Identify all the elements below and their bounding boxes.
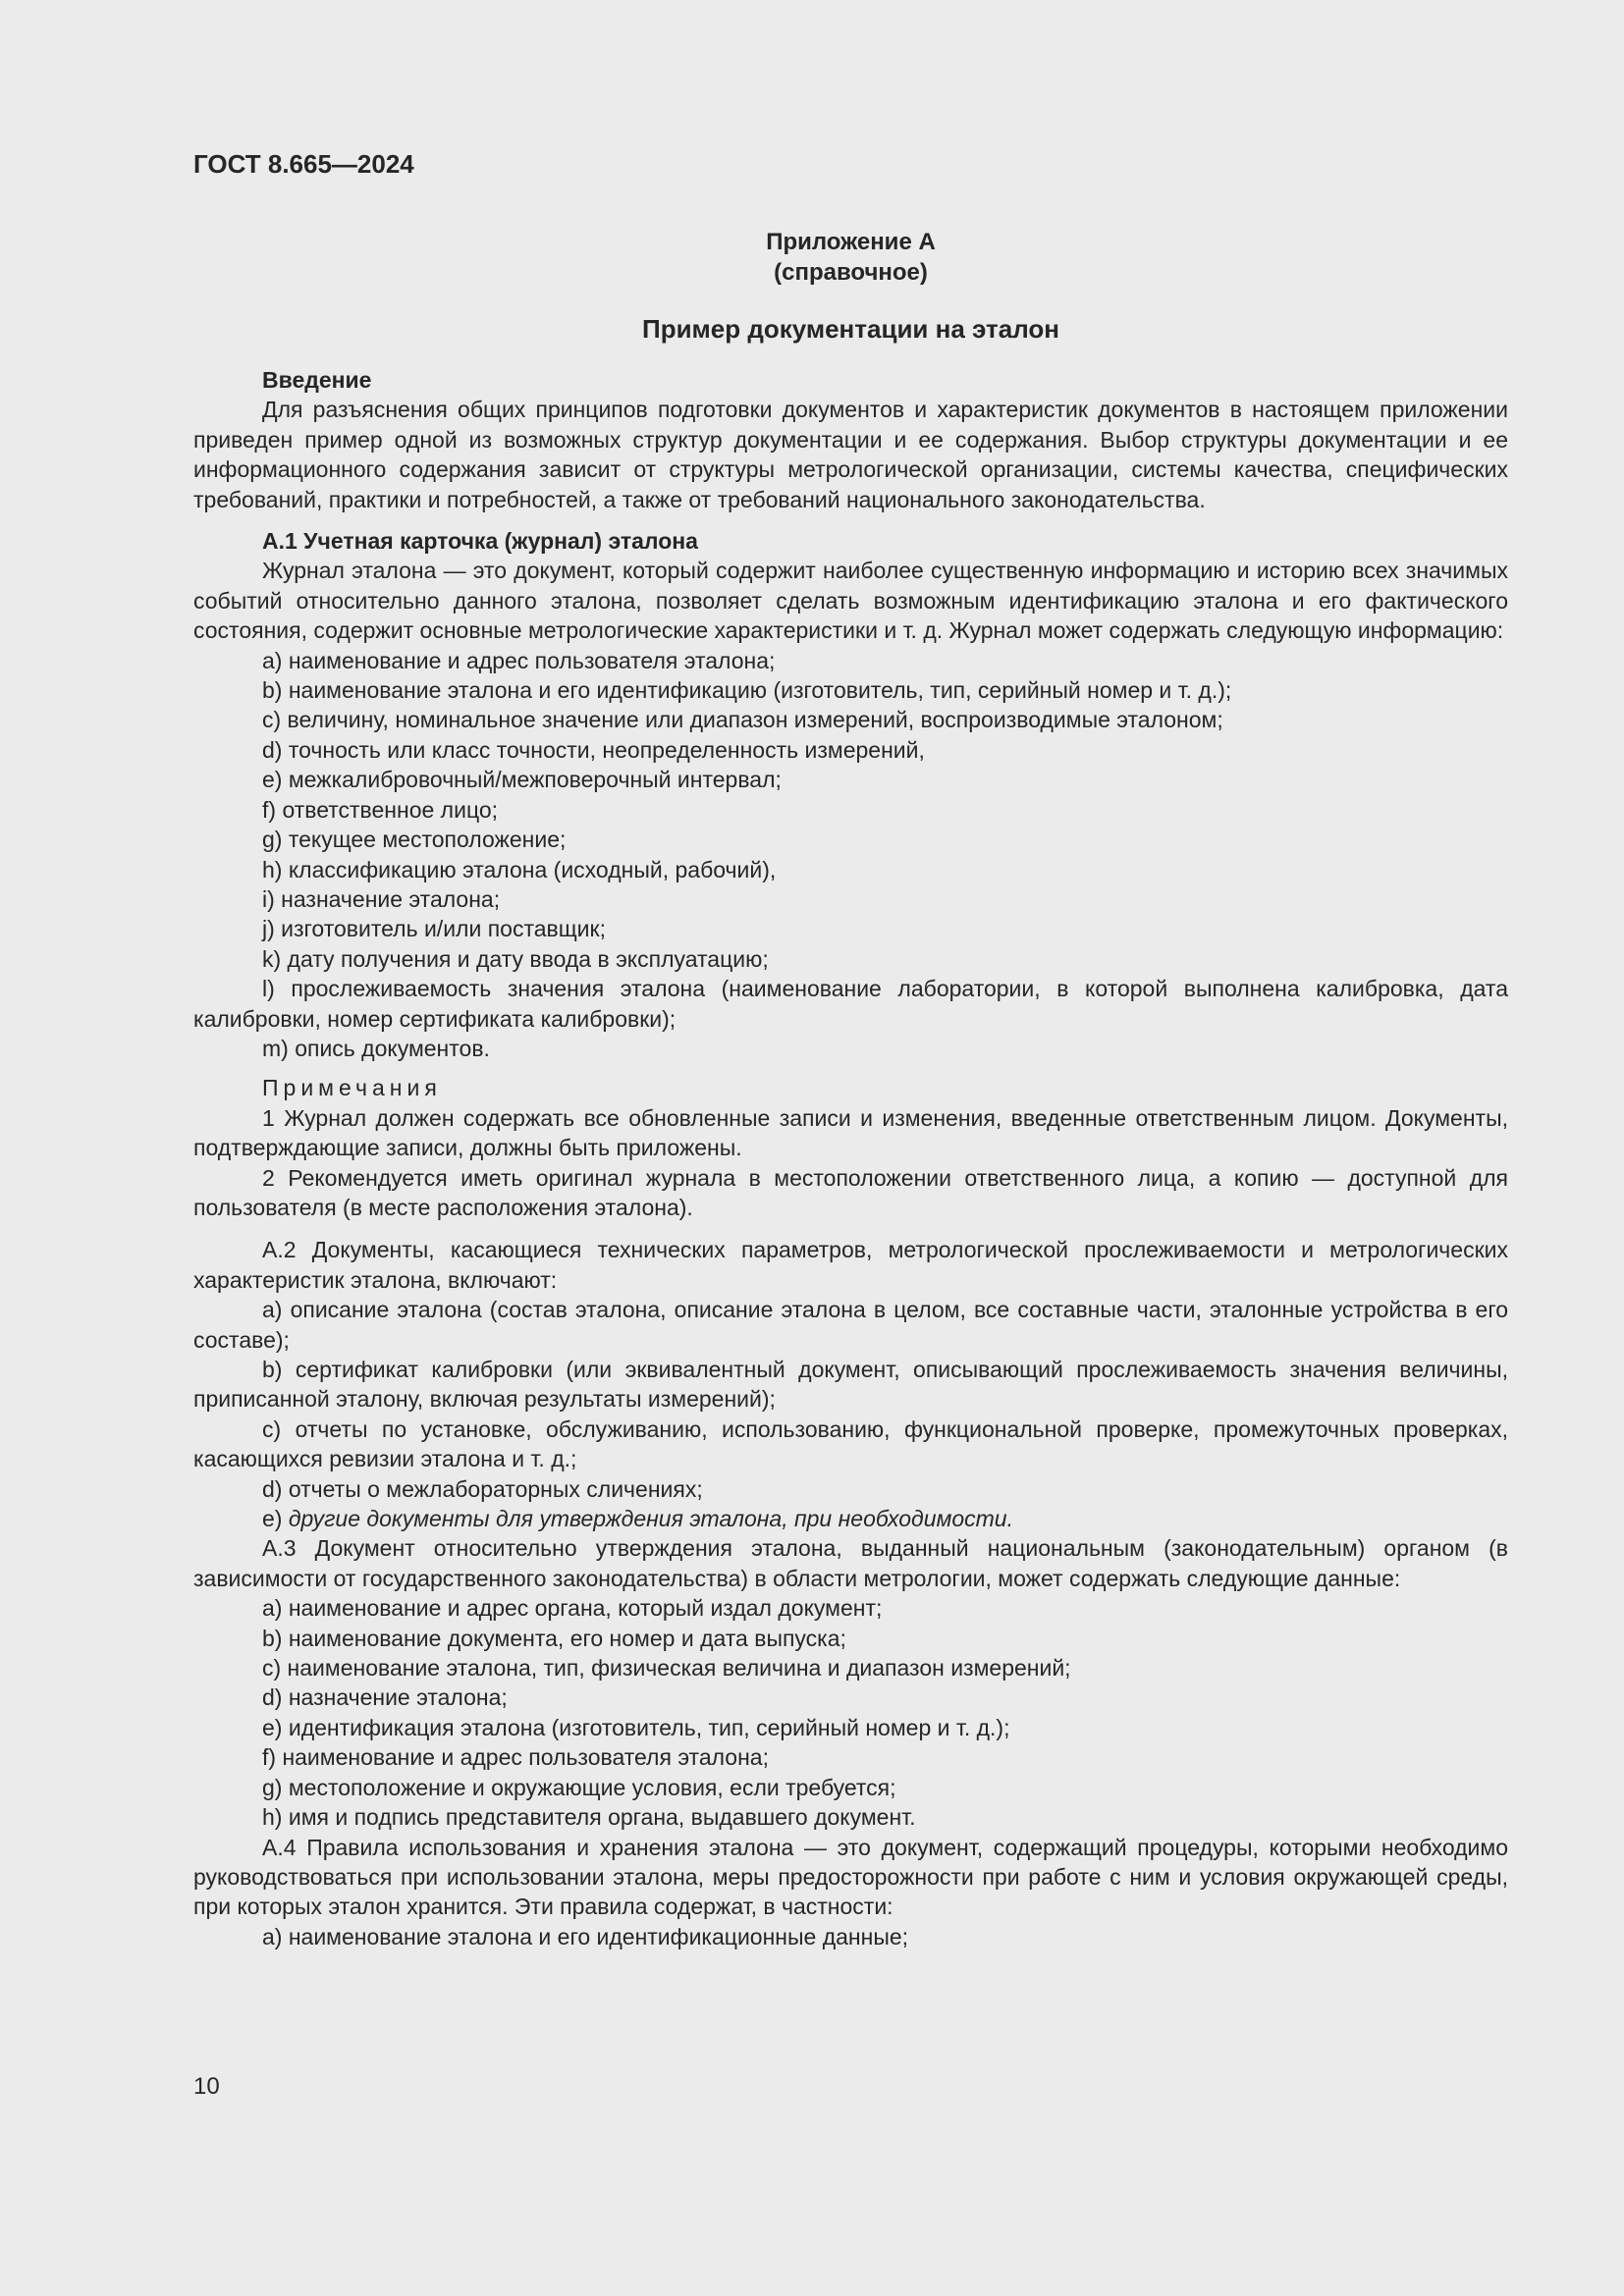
section-a1-heading: А.1 Учетная карточка (журнал) эталона <box>262 528 698 555</box>
note-item: 1 Журнал должен содержать все обновленные записи и изменения, введенные ответственным лицом. Документы, подтверждающие записи, должны быть приложены. <box>193 1104 1508 1161</box>
list-item: g) местоположение и окружающие условия, если требуется; <box>262 1774 896 1800</box>
list-item: i) назначение эталона; <box>262 885 501 912</box>
list-item: a) описание эталона (состав эталона, описание эталона в целом, все составные части, эталонные устройства в его составе); <box>193 1297 1508 1353</box>
list-item: c) величину, номинальное значение или диапазон измерений, воспроизводимые эталоном; <box>262 707 1223 733</box>
appendix-subtitle: (справочное) <box>774 259 928 286</box>
list-item: c) отчеты по установке, обслуживанию, использованию, функциональной проверке, промежуточных проверках, касающихся ревизии эталона и т. д.; <box>193 1415 1508 1472</box>
list-item: d) отчеты о межлабораторных сличениях; <box>262 1475 703 1502</box>
list-item: a) наименование и адрес органа, который издал документ; <box>262 1595 883 1622</box>
page-body <box>193 227 1508 1951</box>
section-a4-paragraph: А.4 Правила использования и хранения эталона — это документ, содержащий процедуры, которыми необходимо руководствоваться при использовании эталона, меры предосторожности при работе с ним и условия окружающей среды, при которых эталон хранится. Эти правила содержат, в частности: <box>193 1834 1508 1920</box>
list-item: f) ответственное лицо; <box>262 796 499 823</box>
list-item: l) прослеживаемость значения эталона (наименование лаборатории, в которой выполнена калибровка, дата калибровки, номер сертификата калибровки); <box>193 976 1508 1032</box>
list-item: k) дату получения и дату ввода в эксплуатацию; <box>262 945 769 972</box>
section-a1-paragraph: Журнал эталона — это документ, который содержит наиболее существенную информацию и историю всех значимых событий относительно данного эталона, позволяет сделать возможным идентификацию эталона и его фактического состояния, содержит основные метрологические характеристики и т. д. Журнал может содержать следующую информацию: <box>193 558 1508 644</box>
notes-title: Примечания <box>262 1075 442 1101</box>
list-item-italic-text: другие документы для утверждения эталона, при необходимости. <box>288 1506 1013 1532</box>
list-item: a) наименование и адрес пользователя эталона; <box>262 647 776 673</box>
list-item: d) назначение эталона; <box>262 1684 508 1711</box>
section-a2-paragraph: А.2 Документы, касающиеся технических параметров, метрологической прослеживаемости и метрологических характеристик эталона, включают: <box>193 1237 1508 1293</box>
list-item: f) наименование и адрес пользователя эталона; <box>262 1744 769 1771</box>
list-item: h) классификацию эталона (исходный, рабочий), <box>262 856 777 882</box>
list-item: b) сертификат калибровки (или эквивалентный документ, описывающий прослеживаемость значения величины, приписанной эталону, включая результаты измерений); <box>193 1357 1508 1413</box>
intro-heading: Введение <box>262 367 372 393</box>
section-a3-paragraph: А.3 Документ относительно утверждения эталона, выданный национальным (законодательным) органом (в зависимости от государственного законодательства) в области метрологии, может содержать следующие данные: <box>193 1535 1508 1591</box>
appendix-title: Приложение А <box>766 229 936 255</box>
list-item: c) наименование эталона, тип, физическая величина и диапазон измерений; <box>262 1655 1071 1682</box>
note-item: 2 Рекомендуется иметь оригинал журнала в местоположении ответственного лица, а копию — доступной для пользователя (в месте расположения эталона). <box>193 1164 1508 1220</box>
list-item: e) межкалибровочный/межповерочный интервал; <box>262 767 782 793</box>
page-number: 10 <box>193 2073 220 2100</box>
list-item <box>193 1504 1508 1533</box>
list-item: e) идентификация эталона (изготовитель, тип, серийный номер и т. д.); <box>262 1714 1010 1740</box>
list-item: m) опись документов. <box>262 1035 490 1061</box>
list-item: b) наименование документа, его номер и дата выпуска; <box>262 1625 846 1651</box>
list-item: j) изготовитель и/или поставщик; <box>262 916 606 942</box>
standard-code-header: ГОСТ 8.665—2024 <box>193 149 414 179</box>
list-item-prefix: e) <box>262 1506 289 1532</box>
document-title: Пример документации на эталон <box>642 314 1059 344</box>
list-item: b) наименование эталона и его идентификацию (изготовитель, тип, серийный номер и т. д.); <box>262 677 1232 704</box>
list-item: d) точность или класс точности, неопределенность измерений, <box>262 736 925 763</box>
list-item: a) наименование эталона и его идентификационные данные; <box>262 1923 909 1949</box>
intro-paragraph: Для разъяснения общих принципов подготовки документов и характеристик документов в настоящем приложении приведен пример одной из возможных структур документации и ее содержания. Выбор структуры документации и ее информационного содержания зависит от структуры метрологической организации, системы качества, специфических требований, практики и потребностей, а также от требований национального законодательства. <box>193 397 1508 512</box>
list-item: h) имя и подпись представителя органа, выдавшего документ. <box>262 1804 916 1831</box>
list-item: g) текущее местоположение; <box>262 827 567 853</box>
